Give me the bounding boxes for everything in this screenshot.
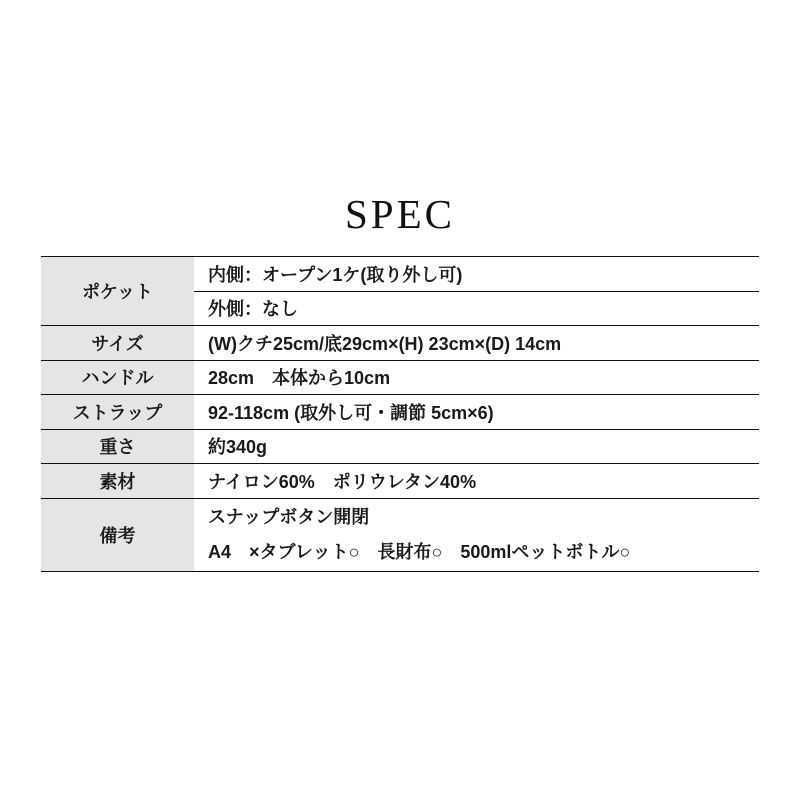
- row-label-material: 素材: [41, 464, 194, 499]
- table-row-strap: [41, 395, 759, 430]
- table-row-weight: [41, 429, 759, 464]
- row-label-handle: ハンドル: [41, 360, 194, 395]
- row-value-size: (W)クチ25cm/底29cm×(H) 23cm×(D) 14cm: [208, 333, 562, 354]
- page-title: SPEC: [345, 191, 455, 237]
- table-row-handle: [41, 360, 759, 395]
- table-row-material: [41, 464, 759, 499]
- row-label-strap: ストラップ: [41, 395, 194, 430]
- row-value-notes-line2: A4 ×タブレット○ 長財布○ 500mlペットボトル○: [208, 541, 631, 562]
- row-value-notes-line1: スナップボタン開閉: [208, 506, 370, 527]
- row-label-pocket: ポケット: [41, 257, 194, 326]
- row-label-size: サイズ: [41, 326, 194, 361]
- row-value-strap: 92-118cm (取外し可・調節 5cm×6): [208, 402, 494, 423]
- row-value-pocket-outside: 外側：なし: [208, 299, 298, 320]
- row-value-weight: 約340g: [208, 437, 268, 458]
- row-value-notes: [194, 498, 759, 571]
- row-value-material: ナイロン60% ポリウレタン40%: [208, 471, 477, 492]
- row-value-handle: 28cm 本体から10cm: [208, 368, 391, 389]
- spec-table: [41, 256, 759, 572]
- row-label-weight: 重さ: [41, 429, 194, 464]
- row-value-pocket-inside: 内側：オープン1ケ(取り外し可): [208, 264, 463, 285]
- table-row-notes: [41, 498, 759, 571]
- table-row-size: [41, 326, 759, 361]
- table-row-pocket-inside: [41, 257, 759, 292]
- row-label-notes: 備考: [41, 498, 194, 571]
